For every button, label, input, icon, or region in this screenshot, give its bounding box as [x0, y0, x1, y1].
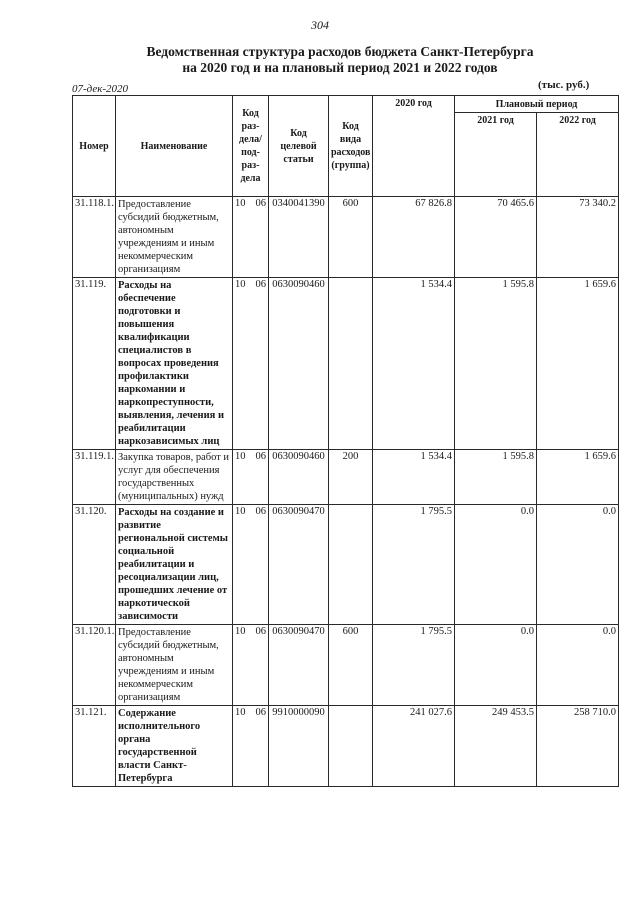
- document-date: 07-дек-2020: [72, 83, 129, 95]
- row-podrazdel-code: 06: [255, 506, 266, 517]
- row-razdel: [233, 625, 269, 706]
- row-number: 31.119.1.: [73, 450, 116, 505]
- row-csr: 0630090460: [269, 278, 329, 450]
- document-title: [110, 44, 570, 76]
- row-2022: 258 710.0: [537, 706, 619, 787]
- header-number: Номер: [73, 96, 116, 197]
- header-2020: 2020 год: [373, 96, 455, 197]
- row-name: Предоставление субсидий бюджетным, автономным учреждениям и иным некоммерческим организациям: [116, 197, 233, 278]
- row-name: Содержание исполнительного органа государственной власти Санкт-Петербурга: [116, 706, 233, 787]
- header-2021: 2021 год: [455, 113, 537, 197]
- row-2020: 1 795.5: [373, 505, 455, 625]
- row-podrazdel-code: 06: [255, 626, 266, 637]
- page-number: 304: [311, 18, 329, 32]
- table-row: [73, 278, 619, 450]
- row-razdel-code: 10: [235, 626, 246, 637]
- table-row: [73, 706, 619, 787]
- row-razdel: [233, 450, 269, 505]
- row-razdel: [233, 706, 269, 787]
- row-2021: 249 453.5: [455, 706, 537, 787]
- row-number: 31.118.1.: [73, 197, 116, 278]
- row-podrazdel-code: 06: [255, 707, 266, 718]
- row-2020: 241 027.6: [373, 706, 455, 787]
- row-razdel-code: 10: [235, 707, 246, 718]
- header-planned: Плановый период: [455, 96, 619, 113]
- units-label: (тыс. руб.): [538, 79, 590, 91]
- header-csr: Код целевой статьи: [269, 96, 329, 197]
- row-razdel-code: 10: [235, 198, 246, 209]
- header-2022: 2022 год: [537, 113, 619, 197]
- table-row: [73, 450, 619, 505]
- row-podrazdel-code: 06: [255, 451, 266, 462]
- row-csr: 0630090460: [269, 450, 329, 505]
- row-vr: 200: [329, 450, 373, 505]
- header-vr: Код вида расходов (группа): [329, 96, 373, 197]
- row-csr: 0340041390: [269, 197, 329, 278]
- row-2021: 1 595.8: [455, 278, 537, 450]
- row-2020: 1 534.4: [373, 450, 455, 505]
- row-razdel-code: 10: [235, 279, 246, 290]
- row-2022: 73 340.2: [537, 197, 619, 278]
- row-2021: 70 465.6: [455, 197, 537, 278]
- row-vr: 600: [329, 197, 373, 278]
- budget-table: [72, 95, 619, 787]
- row-2020: 1 795.5: [373, 625, 455, 706]
- header-name: Наименование: [116, 96, 233, 197]
- table-row: [73, 625, 619, 706]
- row-razdel: [233, 505, 269, 625]
- row-number: 31.120.1.: [73, 625, 116, 706]
- row-2021: 0.0: [455, 505, 537, 625]
- row-razdel-code: 10: [235, 506, 246, 517]
- row-name: Расходы на создание и развитие региональной системы социальной реабилитации и ресоциализации лиц, прошедших лечение от наркотической зависимости: [116, 505, 233, 625]
- row-2020: 67 826.8: [373, 197, 455, 278]
- row-name: Предоставление субсидий бюджетным, автономным учреждениям и иным некоммерческим организациям: [116, 625, 233, 706]
- row-2021: 0.0: [455, 625, 537, 706]
- row-podrazdel-code: 06: [255, 279, 266, 290]
- row-2022: 0.0: [537, 625, 619, 706]
- row-vr: 600: [329, 625, 373, 706]
- row-number: 31.120.: [73, 505, 116, 625]
- row-2021: 1 595.8: [455, 450, 537, 505]
- row-vr: [329, 706, 373, 787]
- row-name: Закупка товаров, работ и услуг для обеспечения государственных (муниципальных) нужд: [116, 450, 233, 505]
- row-2022: 1 659.6: [537, 450, 619, 505]
- row-vr: [329, 505, 373, 625]
- row-vr: [329, 278, 373, 450]
- row-number: 31.119.: [73, 278, 116, 450]
- table-row: [73, 505, 619, 625]
- row-name: Расходы на обеспечение подготовки и повышения квалификации специалистов в вопросах проведения профилактики наркомании и наркопреступности, выявления, лечения и реабилитации наркозависимых лиц: [116, 278, 233, 450]
- row-2020: 1 534.4: [373, 278, 455, 450]
- row-podrazdel-code: 06: [255, 198, 266, 209]
- row-csr: 0630090470: [269, 505, 329, 625]
- title-line-2: на 2020 год и на плановый период 2021 и 2022 годов: [182, 60, 498, 75]
- table-body: [73, 197, 619, 787]
- row-razdel: [233, 197, 269, 278]
- row-csr: 9910000090: [269, 706, 329, 787]
- row-razdel-code: 10: [235, 451, 246, 462]
- row-csr: 0630090470: [269, 625, 329, 706]
- title-line-1: Ведомственная структура расходов бюджета Санкт-Петербурга: [146, 44, 534, 59]
- header-razdel: Код раз-дела/ под-раз-дела: [233, 96, 269, 197]
- row-number: 31.121.: [73, 706, 116, 787]
- row-2022: 1 659.6: [537, 278, 619, 450]
- table-row: [73, 197, 619, 278]
- row-razdel: [233, 278, 269, 450]
- row-2022: 0.0: [537, 505, 619, 625]
